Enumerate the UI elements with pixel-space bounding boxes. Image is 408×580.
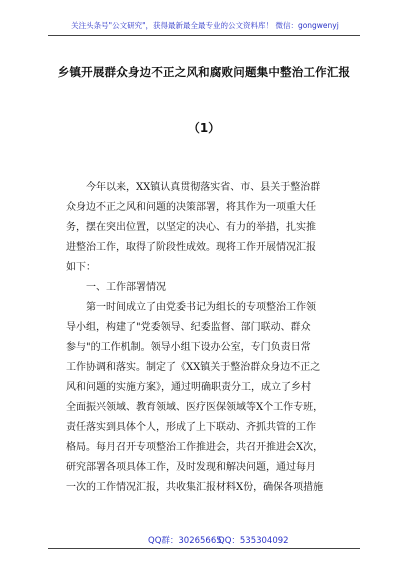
section-heading: 一、工作部署情况 xyxy=(66,282,166,293)
footer-qq-number: QQ：535304092 xyxy=(218,536,289,546)
footer-rule xyxy=(48,548,360,549)
document-title: 乡镇开展群众身边不正之风和腐败问题集中整治工作汇报 xyxy=(57,65,351,79)
body-line: 全面振兴领域、教育领域、医疗医保领域等X个工作专班， xyxy=(66,402,324,413)
body-line: 进整治工作，取得了阶段性成效。现将工作开展情况汇报 xyxy=(66,242,316,253)
body-line: 责任落实到具体个人，形成了上下联动、齐抓共管的工作 xyxy=(66,422,316,433)
body-line: 今年以来，XX镇认真贯彻落实省、市、县关于整治群 xyxy=(66,182,321,193)
body-line: 第一时间成立了由党委书记为组长的专项整治工作领 xyxy=(66,302,316,313)
body-line: 众身边不正之风和问题的决策部署，将其作为一项重大任 xyxy=(66,202,316,213)
body-line: 格局。每月召开专项整治工作推进会，共召开推进会X次， xyxy=(66,442,324,453)
header-banner: 关注头条号"公文研究"，获得最新最全最专业的公文资料库！ 微信：gongwenyj xyxy=(71,21,339,30)
body-line: 参与"的工作机制。领导小组下设办公室，专门负责日常 xyxy=(66,342,311,353)
body-line: 工作协调和落实。制定了《XX镇关于整治群众身边不正之 xyxy=(66,362,321,373)
header-rule xyxy=(48,35,360,36)
body-line: 一次的工作情况汇报，共收集汇报材料X份，确保各项措施 xyxy=(66,482,324,493)
document-number: （1） xyxy=(187,121,221,135)
footer-qq-group: QQ群：30265665 xyxy=(148,536,222,546)
body-line: 导小组，构建了"党委领导、纪委监督、部门联动、群众 xyxy=(66,322,311,333)
body-line: 风和问题的实施方案》，通过明确职责分工，成立了乡村 xyxy=(66,382,311,393)
body-line: 务，摆在突出位置，以坚定的决心、有力的举措，扎实推 xyxy=(66,222,316,233)
body-line: 研究部署各项具体工作，及时发现和解决问题，通过每月 xyxy=(66,462,316,473)
body-line: 如下： xyxy=(66,262,96,273)
